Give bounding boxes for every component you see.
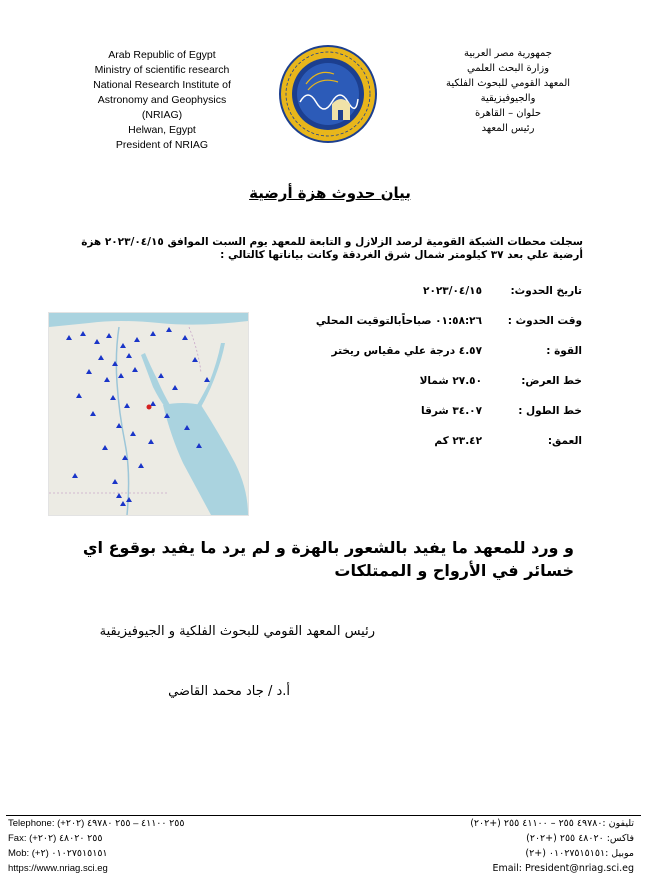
epicenter-map	[48, 312, 249, 516]
document-title: بيان حدوث هزة أرضية	[249, 184, 411, 202]
field-label: تاريخ الحدوث:	[510, 285, 582, 297]
field-value: ٢٣.٤٢ كم	[434, 435, 482, 447]
intro-paragraph: سجلت محطات الشبكة القومية لرصد الزلازل و التابعة للمعهد يوم السبت الموافق ٢٠٢٣/٠٤/١٥ هزة أرضية علي بعد ٣٧ كيلومتر شمال شرق الغردقة وكانت بياناتها كالتالي :	[81, 236, 583, 261]
header-arabic-line: وزارة البحث العلمي	[466, 63, 550, 74]
field-label: وقت الحدوث :	[507, 315, 582, 327]
field-latitude	[300, 375, 582, 395]
header-arabic-line: حلوان – القاهرة	[474, 108, 542, 119]
field-time	[300, 315, 582, 335]
field-longitude	[300, 405, 582, 425]
header-english-line: President of NRIAG	[115, 139, 209, 151]
footer-fax: Fax: (+٢٠٢) ٢٥٥ ٤٨٠٢٠	[8, 833, 103, 844]
field-depth	[300, 435, 582, 455]
field-label: خط العرض:	[521, 375, 582, 387]
field-label: خط الطول :	[518, 405, 582, 417]
footer-fax-ar: فاكس: ٤٨٠٢٠ ٢٥٥ (+٢٠٢)	[526, 833, 634, 844]
footer-mobile-ar: موبيل :٠١٠٢٧٥١٥١٥١ (+٢)	[525, 848, 634, 859]
footer-mobile: Mob: (+٢) ٠١٠٢٧٥١٥١٥١	[8, 848, 108, 859]
header-english-line: Ministry of scientific research	[94, 64, 230, 76]
map-svg	[49, 313, 248, 515]
header-arabic-line: والجيوفيزيقية	[480, 93, 536, 104]
footer-telephone-ar: تليفون :٤٩٧٨٠ ٢٥٥ – ٤١١٠٠ ٢٥٥ (+٢٠٢)	[470, 818, 634, 829]
header-english	[62, 48, 262, 153]
epicenter-marker	[147, 405, 152, 410]
field-value: ٢٠٢٣/٠٤/١٥	[423, 285, 482, 297]
field-value: ٢٧.٥٠ شمالا	[419, 375, 482, 387]
header-english-line: (NRIAG)	[141, 109, 183, 121]
signatory-position: رئيس المعهد القومي للبحوث الفلكية و الجيوفيزيقية	[99, 624, 375, 639]
header-arabic-line: رئيس المعهد	[481, 123, 535, 134]
field-date	[300, 285, 582, 305]
footer-english	[8, 816, 328, 876]
statement-text: و ورد للمعهد ما يفيد بالشعور بالهزة و لم يرد ما يفيد بوقوع اي خسائر في الأرواح و الممتلكات	[82, 538, 574, 580]
field-value: ٠١:٥٨:٢٦ صباحاًبالتوقيت المحلي	[315, 315, 482, 327]
field-magnitude	[300, 345, 582, 365]
field-label: العمق:	[547, 435, 582, 447]
nriag-seal-logo	[278, 44, 378, 144]
footer-website-link[interactable]: https://www.nriag.sci.eg	[8, 863, 108, 874]
header-arabic	[428, 46, 588, 136]
field-label: القوة :	[546, 345, 582, 357]
signatory-name: أ.د / جاد محمد القاضي	[168, 684, 290, 699]
footer-telephone: Telephone: (+٢٠٢) ٢٥٥ ٤١١٠٠ – ٢٥٥ ٤٩٧٨٠	[8, 818, 185, 829]
header-arabic-line: جمهورية مصر العربية	[464, 48, 552, 59]
header-english-line: National Research Institute of	[93, 79, 231, 91]
field-value: ٣٤.٠٧ شرقا	[421, 405, 482, 417]
footer-arabic	[420, 816, 634, 876]
header-english-line: Helwan, Egypt	[128, 124, 196, 136]
field-value: ٤.٥٧ درجة علي مقياس ريختر	[331, 345, 482, 357]
footer-email-link[interactable]: Email: President@nriag.sci.eg	[492, 863, 634, 874]
header-english-line: Arab Republic of Egypt	[108, 49, 216, 61]
header-english-line: Astronomy and Geophysics	[97, 94, 227, 106]
header-arabic-line: المعهد القومي للبحوث الفلكية	[445, 78, 571, 89]
